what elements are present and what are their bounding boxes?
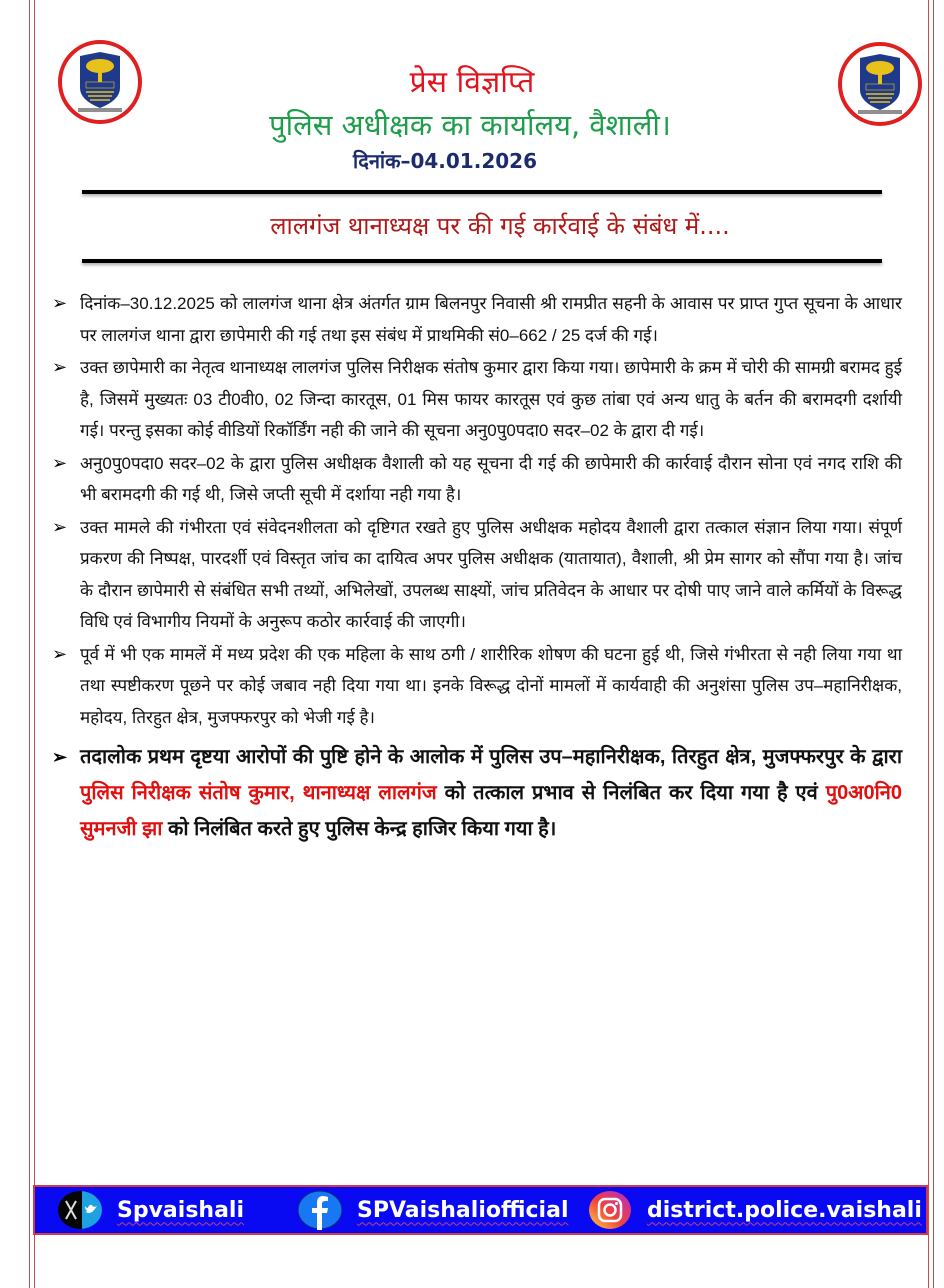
twitter-handle: Spvaishali [117, 1197, 245, 1223]
paragraph [52, 448, 902, 511]
divider-top [82, 190, 882, 194]
arrow-bullet-icon: ➢ [52, 452, 68, 473]
final-paragraph [52, 739, 902, 847]
arrow-bullet-icon: ➢ [52, 357, 68, 377]
page-border-right [928, 0, 934, 1288]
suspended-si-highlight: पु0अ0नि0 सुमनजी झा [80, 782, 902, 840]
final-text-part1: तदालोक प्रथम दृष्टया आरोपों की पुष्टि होने के आलोक में पुलिस उप–महानिरीक्षक, तिरहुत क्षेत्र, मुजफ्फरपुर के द्वारा [80, 746, 902, 768]
release-date: दिनांक–04.01.2026 [353, 149, 537, 173]
instagram-handle: district.police.vaishali [647, 1197, 922, 1223]
paragraph-text: दिनांक–30.12.2025 को लालगंज थाना क्षेत्र अंतर्गत ग्राम बिलनपुर निवासी श्री रामप्रीत सहनी के आवास पर प्राप्त गुप्त सूचना के आधार पर लालगंज थाना द्वारा छापेमारी की गई तथा इस संबंध में प्राथमिकी सं0–662 / 25 दर्ज की गई। [80, 294, 902, 345]
paragraph [52, 352, 902, 447]
paragraph-text: उक्त मामले की गंभीरता एवं संवेदनशीलता को दृष्टिगत रखते हुए पुलिस अधीक्षक महोदय वैशाली द्वारा तत्काल संज्ञान लिया गया। संपूर्ण प्रकरण की निष्पक्ष, पारदर्शी एवं विस्तृत जांच का दायित्व अपर पुलिस अधीक्षक (यातायात), वैशाली, श्री प्रेम सागर को सौंपा गया है। जांच के दौरान छापेमारी से संबंधित सभी तथ्यों, अभिलेखों, उपलब्ध साक्ष्यों, जांच प्रतिवेदन के आधार पर दोषी पाए जाने वाले कर्मियों के विरूद्ध विधि एवं विभागीय नियमों के अनुरूप कठोर कार्रवाई की जाएगी। [80, 517, 902, 631]
arrow-bullet-icon: ➢ [52, 293, 68, 313]
release-body [52, 288, 902, 848]
final-text-part3: को निलंबित करते हुए पुलिस केन्द्र हाजिर किया गया है। [162, 818, 557, 840]
arrow-bullet-icon: ➢ [52, 747, 68, 767]
social-item-twitter[interactable] [57, 1187, 244, 1233]
paragraph-text: पूर्व में भी एक मामलें में मध्य प्रदेश की एक महिला के साथ ठगी / शारीरिक शोषण की घटना हुई थी, जिसे गंभीरता से नही लिया गया था तथा स्पष्टीकरण पूछने पर कोई जबाव नही दिया गया था। इनके विरूद्ध दोनों मामलों में कार्यवाही की अनुशंसा पुलिस उप–महानिरीक्षक, महोदय, तिरहुत क्षेत्र, मुजफ्फरपुर को भेजी गई है। [80, 644, 902, 727]
office-name: पुलिस अधीक्षक का कार्यालय, वैशाली। [269, 108, 671, 142]
social-item-facebook[interactable] [297, 1187, 568, 1233]
suspended-officer-highlight: पुलिस निरीक्षक संतोष कुमार, थानाध्यक्ष लालगंज [80, 782, 437, 804]
x-twitter-icon [57, 1190, 103, 1230]
social-media-banner [33, 1185, 928, 1235]
subject-heading: लालगंज थानाध्यक्ष पर की गई कार्रवाई के संबंध में.... [270, 212, 730, 240]
paragraph [52, 512, 902, 638]
press-release-title: प्रेस विज्ञप्ति [409, 65, 535, 100]
arrow-bullet-icon: ➢ [52, 643, 68, 664]
paragraph [52, 288, 902, 351]
facebook-icon [297, 1190, 343, 1230]
paragraph-text: अनु0पु0पदा0 सदर–02 के द्वारा पुलिस अधीक्षक वैशाली को यह सूचना दी गई की छापेमारी की कार्रवाई दौरान सोना एवं नगद राशि की भी बरामदगी की गई थी, जिसे जप्ती सूची में दर्शाया नही गया है। [80, 453, 902, 504]
facebook-handle: SPVaishaliofficial [357, 1197, 569, 1223]
paragraph-text: उक्त छापेमारी का नेतृत्व थानाध्यक्ष लालगंज पुलिस निरीक्षक संतोष कुमार द्वारा किया गया। छापेमारी के क्रम में चोरी की सामग्री बरामद हुई है, जिसमें मुख्यतः 03 टी0वी0, 02 जिन्दा कारतूस, 01 मिस फायर कारतूस एवं कुछ तांबा एवं अन्य धातु के बर्तन की बरामदगी दर्शायी गई। परन्तु इसका कोई वीडियों रिकॉर्डिंग नही की जाने की सूचना अनु0पु0पदा0 सदर–02 के द्वारा दी गई। [80, 358, 903, 440]
social-item-instagram[interactable] [587, 1187, 922, 1233]
final-text-part2: को तत्काल प्रभाव से निलंबित कर दिया गया है एवं [436, 782, 826, 804]
divider-bottom [82, 259, 882, 263]
instagram-icon [587, 1190, 633, 1230]
arrow-bullet-icon: ➢ [52, 516, 68, 537]
paragraph [52, 639, 902, 734]
page-border-left [29, 0, 35, 1288]
